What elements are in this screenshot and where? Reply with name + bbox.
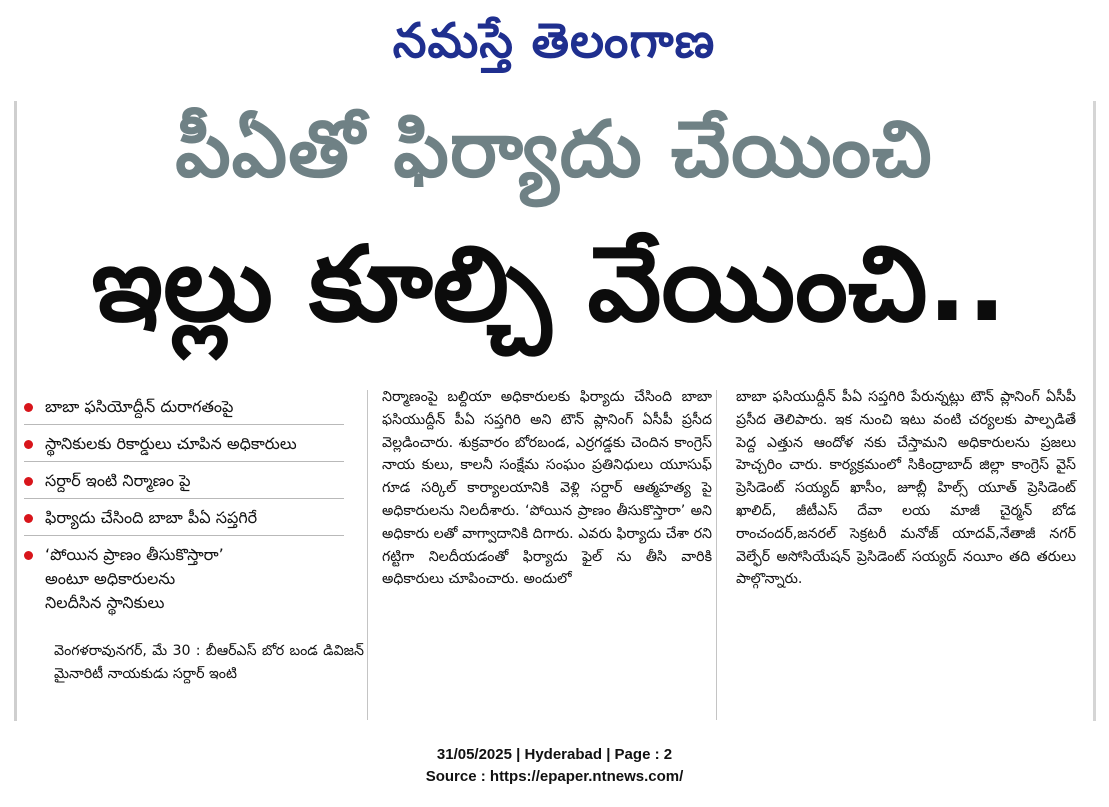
column-divider — [716, 390, 717, 720]
clipping-right-edge — [1093, 101, 1096, 721]
headline-line-1: పీఏతో ఫిర్యాదు చేయించి — [175, 104, 933, 195]
clipping-left-edge — [14, 101, 17, 721]
footer-date-edition: 31/05/2025 | Hyderabad | Page : 2 — [436, 746, 673, 763]
red-bullet-icon — [24, 551, 33, 560]
highlight-item — [24, 503, 344, 536]
red-bullet-icon — [24, 403, 33, 412]
red-bullet-icon — [24, 514, 33, 523]
headline-line-2: ఇల్లు కూల్చి వేయించి.. — [91, 223, 1007, 345]
column-divider — [367, 390, 368, 720]
article-column-1: వెంగళరావునగర్, మే 30 : బీఆర్ఎస్ బోర బండ డివిజన్ మైనారిటీ నాయకుడు సర్దార్ ఇంటి — [54, 643, 364, 682]
article-column-3: బాబా ఫసియుద్దీన్ పీఏ సప్తగిరి పేరున్నట్లు టౌన్ ప్లానింగ్ ఏసీపీ ప్రసీద తెలిపారు. ఇక నుంచి ఇటు వంటి చర్యలకు పాల్పడితే పెద్ద ఎత్తున ఆందోళ నకు చేస్తామని అధికారులను ప్రజలు హెచ్చరిం చారు. కార్యక్రమంలో సికింద్రాబాద్ జిల్లా కాంగ్రెస్ వైస్ ప్రెసిడెంట్ సయ్యద్ ఖాసీం, జూబ్లీ హిల్స్ యూత్ ప్రెసిడెంట్ ఖాలిద్, జీటీఎస్ దేవా లయ మాజీ చైర్మన్ బోడ రాంచందర్,జనరల్ సెక్రటరీ మనోజ్ యాదవ్,నేతాజీ నగర్ వెల్ఫేర్ అసోసియేషన్ ప్రెసిడెంట్ సయ్యద్ నయీం తది తరులు పాల్గొన్నారు. — [736, 389, 1076, 588]
highlight-item — [24, 540, 344, 620]
highlight-item — [24, 392, 344, 425]
highlight-text: ‘పోయిన ప్రాణం తీసుకొస్తారా’ అంటూ అధికారులను నిలదీసిన స్థానికులు — [45, 545, 224, 612]
footer-source: Source : https://epaper.ntnews.com/ — [425, 768, 684, 785]
newspaper-clipping — [14, 6, 1096, 730]
highlight-item — [24, 429, 344, 462]
article-column-2: నిర్మాణంపై బల్దియా అధికారులకు ఫిర్యాదు చేసింది బాబా ఫసియుద్దీన్ పీఏ సప్తగిరి అని టౌన్ ప్లానింగ్ ఏసీపీ ప్రసీద వెల్లడించారు. శుక్రవారం బోరబండ, ఎర్రగడ్డకు చెందిన కాంగ్రెస్ నాయ కులు, కాలనీ సంక్షేమ సంఘం ప్రతినిధులు యూసుఫ్ గూడ సర్కిల్ కార్యాలయానికి వెళ్లి సర్దార్ ఆత్మహత్య పై అధికారులను నిలదీశారు. ‘పోయిన ప్రాణం తీసుకొస్తారా’ అని అధికారు లతో వాగ్వాదానికి దిగారు. ఎవరు ఫిర్యాదు చేశా రని గట్టిగా నిలదీయడంతో ఫిర్యాదు ఫైల్ ను తీసి వారికి అధికారులు చూపించారు. అందులో — [382, 389, 712, 588]
red-bullet-icon — [24, 440, 33, 449]
highlight-text: స్థానికులకు రికార్డులు చూపిన అధికారులు — [45, 434, 297, 453]
highlight-text: ఫిర్యాదు చేసింది బాబా పీఏ సప్తగిరే — [45, 508, 258, 527]
highlights-list — [24, 392, 344, 624]
highlight-text: బాబా ఫసియోద్దీన్ దురాగతంపై — [45, 397, 234, 416]
highlight-item — [24, 466, 344, 499]
newspaper-masthead: నమస్తే తెలంగాణ — [392, 13, 716, 69]
highlight-text: సర్దార్ ఇంటి నిర్మాణం పై — [45, 471, 191, 490]
red-bullet-icon — [24, 477, 33, 486]
